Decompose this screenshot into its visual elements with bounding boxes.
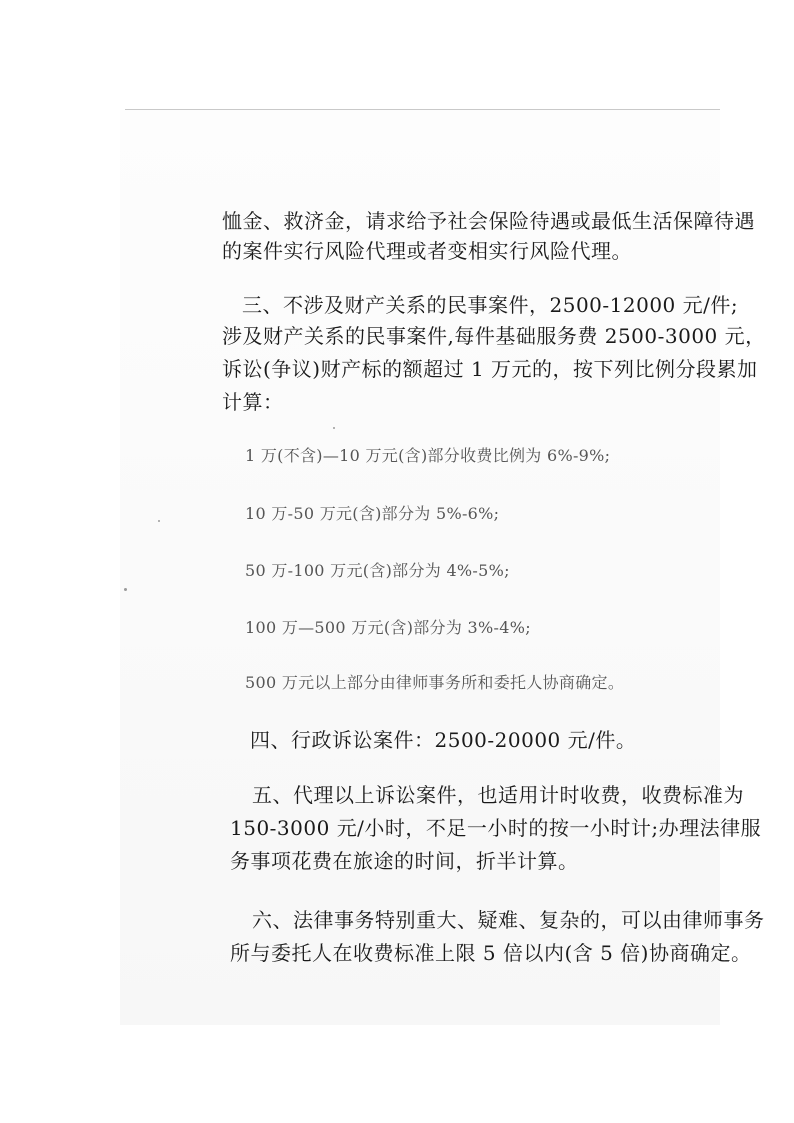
paragraph-2-line-1: 三、不涉及财产关系的民事案件，2500-12000 元/件; — [242, 293, 739, 317]
rate-tier-3: 50 万-100 万元(含)部分为 4%-5%; — [245, 561, 510, 580]
scan-speck — [124, 588, 127, 591]
paragraph-2-line-2: 涉及财产关系的民事案件,每件基础服务费 2500-3000 元， — [222, 324, 766, 348]
paragraph-4-line-2: 150-3000 元/小时，不足一小时的按一小时计;办理法律服 — [230, 816, 762, 840]
paragraph-2-line-3: 诉讼(争议)财产标的额超过 1 万元的，按下列比例分段累加 — [222, 357, 758, 381]
rate-tier-5: 500 万元以上部分由律师事务所和委托人协商确定。 — [245, 673, 625, 692]
rate-tier-4: 100 万—500 万元(含)部分为 3%-4%; — [245, 618, 531, 637]
paragraph-5-line-1: 六、法律事务特别重大、疑难、复杂的，可以由律师事务 — [252, 908, 765, 932]
rate-tier-1: 1 万(不含)—10 万元(含)部分收费比例为 6%-9%; — [245, 446, 611, 465]
paragraph-5-line-2: 所与委托人在收费标准上限 5 倍以内(含 5 倍)协商确定。 — [230, 941, 752, 965]
scan-speck — [333, 427, 335, 429]
paragraph-1-line-1: 恤金、救济金，请求给予社会保险待遇或最低生活保障待遇 — [222, 209, 755, 233]
paragraph-4-line-3: 务事项花费在旅途的时间，折半计算。 — [230, 849, 579, 873]
paragraph-2-line-4: 计算： — [222, 390, 284, 414]
scan-speck — [158, 520, 160, 522]
paragraph-3-line-1: 四、行政诉讼案件：2500-20000 元/件。 — [250, 728, 637, 752]
rate-tier-2: 10 万-50 万元(含)部分为 5%-6%; — [245, 504, 500, 523]
top-rule-divider — [125, 109, 720, 110]
paragraph-4-line-1: 五、代理以上诉讼案件，也适用计时收费，收费标准为 — [252, 783, 744, 807]
paragraph-1-line-2: 的案件实行风险代理或者变相实行风险代理。 — [222, 239, 632, 263]
